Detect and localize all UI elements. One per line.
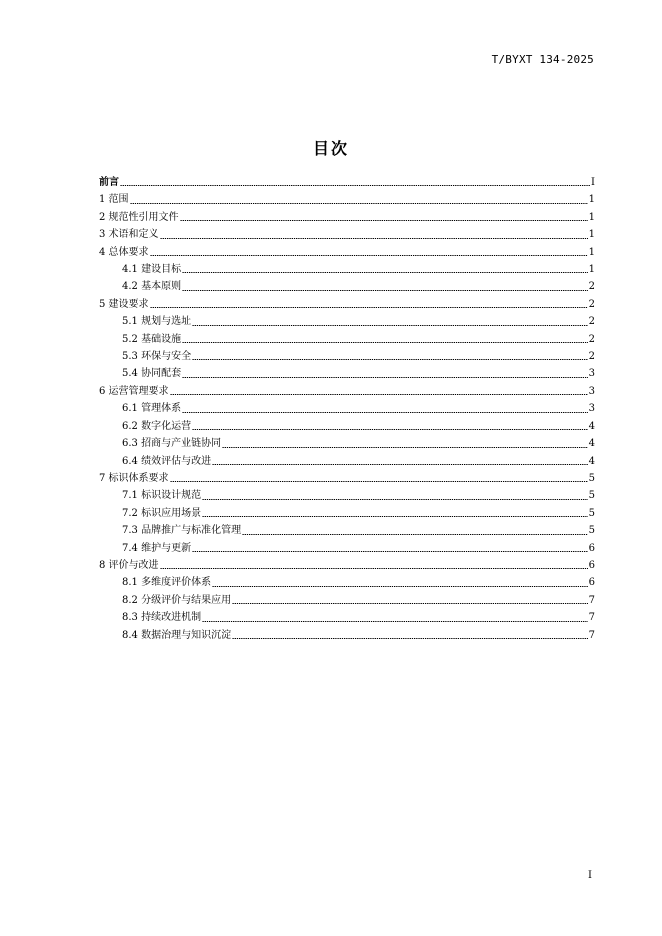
toc-entry[interactable] — [99, 174, 595, 191]
toc-entry-page: 1 — [588, 194, 595, 206]
toc-entry-label: 6.2 数字化运营 — [122, 420, 192, 432]
toc-entry-label: 6.3 招商与产业链协同 — [122, 438, 222, 450]
toc-entry-label: 8 评价与改进 — [99, 559, 159, 571]
toc-entry[interactable] — [99, 261, 595, 278]
toc-entry-page: 1 — [588, 211, 595, 223]
toc-entry-page: 1 — [588, 264, 595, 276]
toc-entry-label: 5.2 基础设施 — [122, 333, 182, 345]
toc-dot-leader — [182, 342, 588, 343]
toc-entry-page: 4 — [588, 455, 595, 467]
toc-dot-leader — [182, 377, 588, 378]
toc-entry-label: 2 规范性引用文件 — [99, 211, 179, 223]
toc-entry-label: 7.3 品牌推广与标准化管理 — [122, 525, 242, 537]
toc-entry-label: 4.1 建设目标 — [122, 264, 182, 276]
toc-entry-page: 2 — [588, 298, 595, 310]
toc-dot-leader — [180, 220, 588, 221]
toc-entry[interactable] — [99, 487, 595, 504]
toc-entry-label: 1 范围 — [99, 194, 129, 206]
toc-entry[interactable] — [99, 400, 595, 417]
toc-entry[interactable] — [99, 296, 595, 313]
toc-dot-leader — [192, 359, 588, 360]
toc-dot-leader — [242, 534, 588, 535]
toc-entry[interactable] — [99, 505, 595, 522]
toc-entry-page: 6 — [588, 559, 595, 571]
toc-entry-label: 6.1 管理体系 — [122, 403, 182, 415]
toc-entry-label: 7.1 标识设计规范 — [122, 490, 202, 502]
toc-entry-page: 2 — [588, 351, 595, 363]
toc-entry[interactable] — [99, 278, 595, 295]
toc-dot-leader — [150, 307, 588, 308]
toc-entry[interactable] — [99, 557, 595, 574]
toc-entry-label: 7 标识体系要求 — [99, 472, 169, 484]
toc-entry[interactable] — [99, 540, 595, 557]
toc-entry-label: 5.1 规划与选址 — [122, 316, 192, 328]
toc-dot-leader — [232, 638, 588, 639]
toc-dot-leader — [160, 238, 588, 239]
toc-entry-page: 3 — [588, 403, 595, 415]
toc-entry[interactable] — [99, 313, 595, 330]
toc-entry-page: 2 — [588, 333, 595, 345]
toc-dot-leader — [120, 185, 590, 186]
toc-entry-label: 8.4 数据治理与知识沉淀 — [122, 629, 232, 641]
toc-entry-label: 5.3 环保与安全 — [122, 351, 192, 363]
toc-entry-page: 3 — [588, 385, 595, 397]
toc-entry-label: 7.4 维护与更新 — [122, 542, 192, 554]
toc-entry-page: 7 — [588, 594, 595, 606]
toc-entry[interactable] — [99, 191, 595, 208]
toc-dot-leader — [182, 412, 588, 413]
toc-entry-page: 4 — [588, 438, 595, 450]
toc-entry[interactable] — [99, 331, 595, 348]
toc-entry[interactable] — [99, 383, 595, 400]
toc-title: 目次 — [312, 139, 349, 158]
toc-entry[interactable] — [99, 574, 595, 591]
toc-entry-label: 8.1 多维度评价体系 — [122, 577, 212, 589]
toc-dot-leader — [182, 290, 588, 291]
toc-entry-page: 5 — [588, 507, 595, 519]
toc-entry[interactable] — [99, 592, 595, 609]
toc-dot-leader — [150, 255, 588, 256]
toc-entry[interactable] — [99, 365, 595, 382]
toc-dot-leader — [160, 568, 588, 569]
toc-entry-label: 7.2 标识应用场景 — [122, 507, 202, 519]
toc-entry-label: 6.4 绩效评估与改进 — [122, 455, 212, 467]
toc-entry-page: 7 — [588, 612, 595, 624]
toc-dot-leader — [170, 394, 588, 395]
toc-entry-page: 3 — [588, 368, 595, 380]
toc-dot-leader — [202, 621, 588, 622]
toc-dot-leader — [170, 481, 588, 482]
toc-entry-label: 4 总体要求 — [99, 246, 149, 258]
toc-dot-leader — [182, 272, 588, 273]
toc-entry[interactable] — [99, 418, 595, 435]
table-of-contents — [99, 174, 595, 644]
toc-entry-label: 4.2 基本原则 — [122, 281, 182, 293]
toc-entry[interactable] — [99, 522, 595, 539]
toc-entry[interactable] — [99, 244, 595, 261]
toc-entry-label: 5.4 协同配套 — [122, 368, 182, 380]
toc-entry-label: 前言 — [99, 177, 119, 188]
toc-entry-label: 6 运营管理要求 — [99, 385, 169, 397]
document-code: T/BYXT 134-2025 — [491, 53, 594, 66]
toc-dot-leader — [202, 499, 588, 500]
toc-entry-page: 5 — [588, 525, 595, 537]
toc-entry-page: I — [591, 177, 595, 188]
toc-entry-label: 3 术语和定义 — [99, 229, 159, 241]
toc-entry[interactable] — [99, 435, 595, 452]
toc-entry-page: 1 — [588, 246, 595, 258]
toc-entry[interactable] — [99, 470, 595, 487]
toc-entry-page: 2 — [588, 281, 595, 293]
toc-entry-page: 4 — [588, 420, 595, 432]
toc-entry-page: 5 — [588, 490, 595, 502]
toc-entry-label: 8.3 持续改进机制 — [122, 612, 202, 624]
toc-entry[interactable] — [99, 226, 595, 243]
toc-entry-label: 8.2 分级评价与结果应用 — [122, 594, 232, 606]
toc-entry-page: 5 — [588, 472, 595, 484]
toc-entry[interactable] — [99, 627, 595, 644]
toc-entry-page: 6 — [588, 542, 595, 554]
toc-dot-leader — [212, 464, 588, 465]
toc-entry-page: 2 — [588, 316, 595, 328]
toc-entry[interactable] — [99, 609, 595, 626]
toc-dot-leader — [212, 586, 588, 587]
toc-dot-leader — [202, 516, 588, 517]
toc-entry-page: 1 — [588, 229, 595, 241]
toc-entry[interactable] — [99, 453, 595, 470]
toc-dot-leader — [222, 447, 588, 448]
toc-entry-page: 7 — [588, 629, 595, 641]
toc-entry[interactable] — [99, 348, 595, 365]
toc-dot-leader — [192, 429, 588, 430]
toc-dot-leader — [192, 551, 588, 552]
toc-dot-leader — [192, 325, 588, 326]
toc-dot-leader — [130, 203, 588, 204]
toc-entry-label: 5 建设要求 — [99, 298, 149, 310]
toc-entry[interactable] — [99, 209, 595, 226]
toc-entry-page: 6 — [588, 577, 595, 589]
page-number: I — [588, 870, 592, 881]
toc-dot-leader — [232, 603, 588, 604]
